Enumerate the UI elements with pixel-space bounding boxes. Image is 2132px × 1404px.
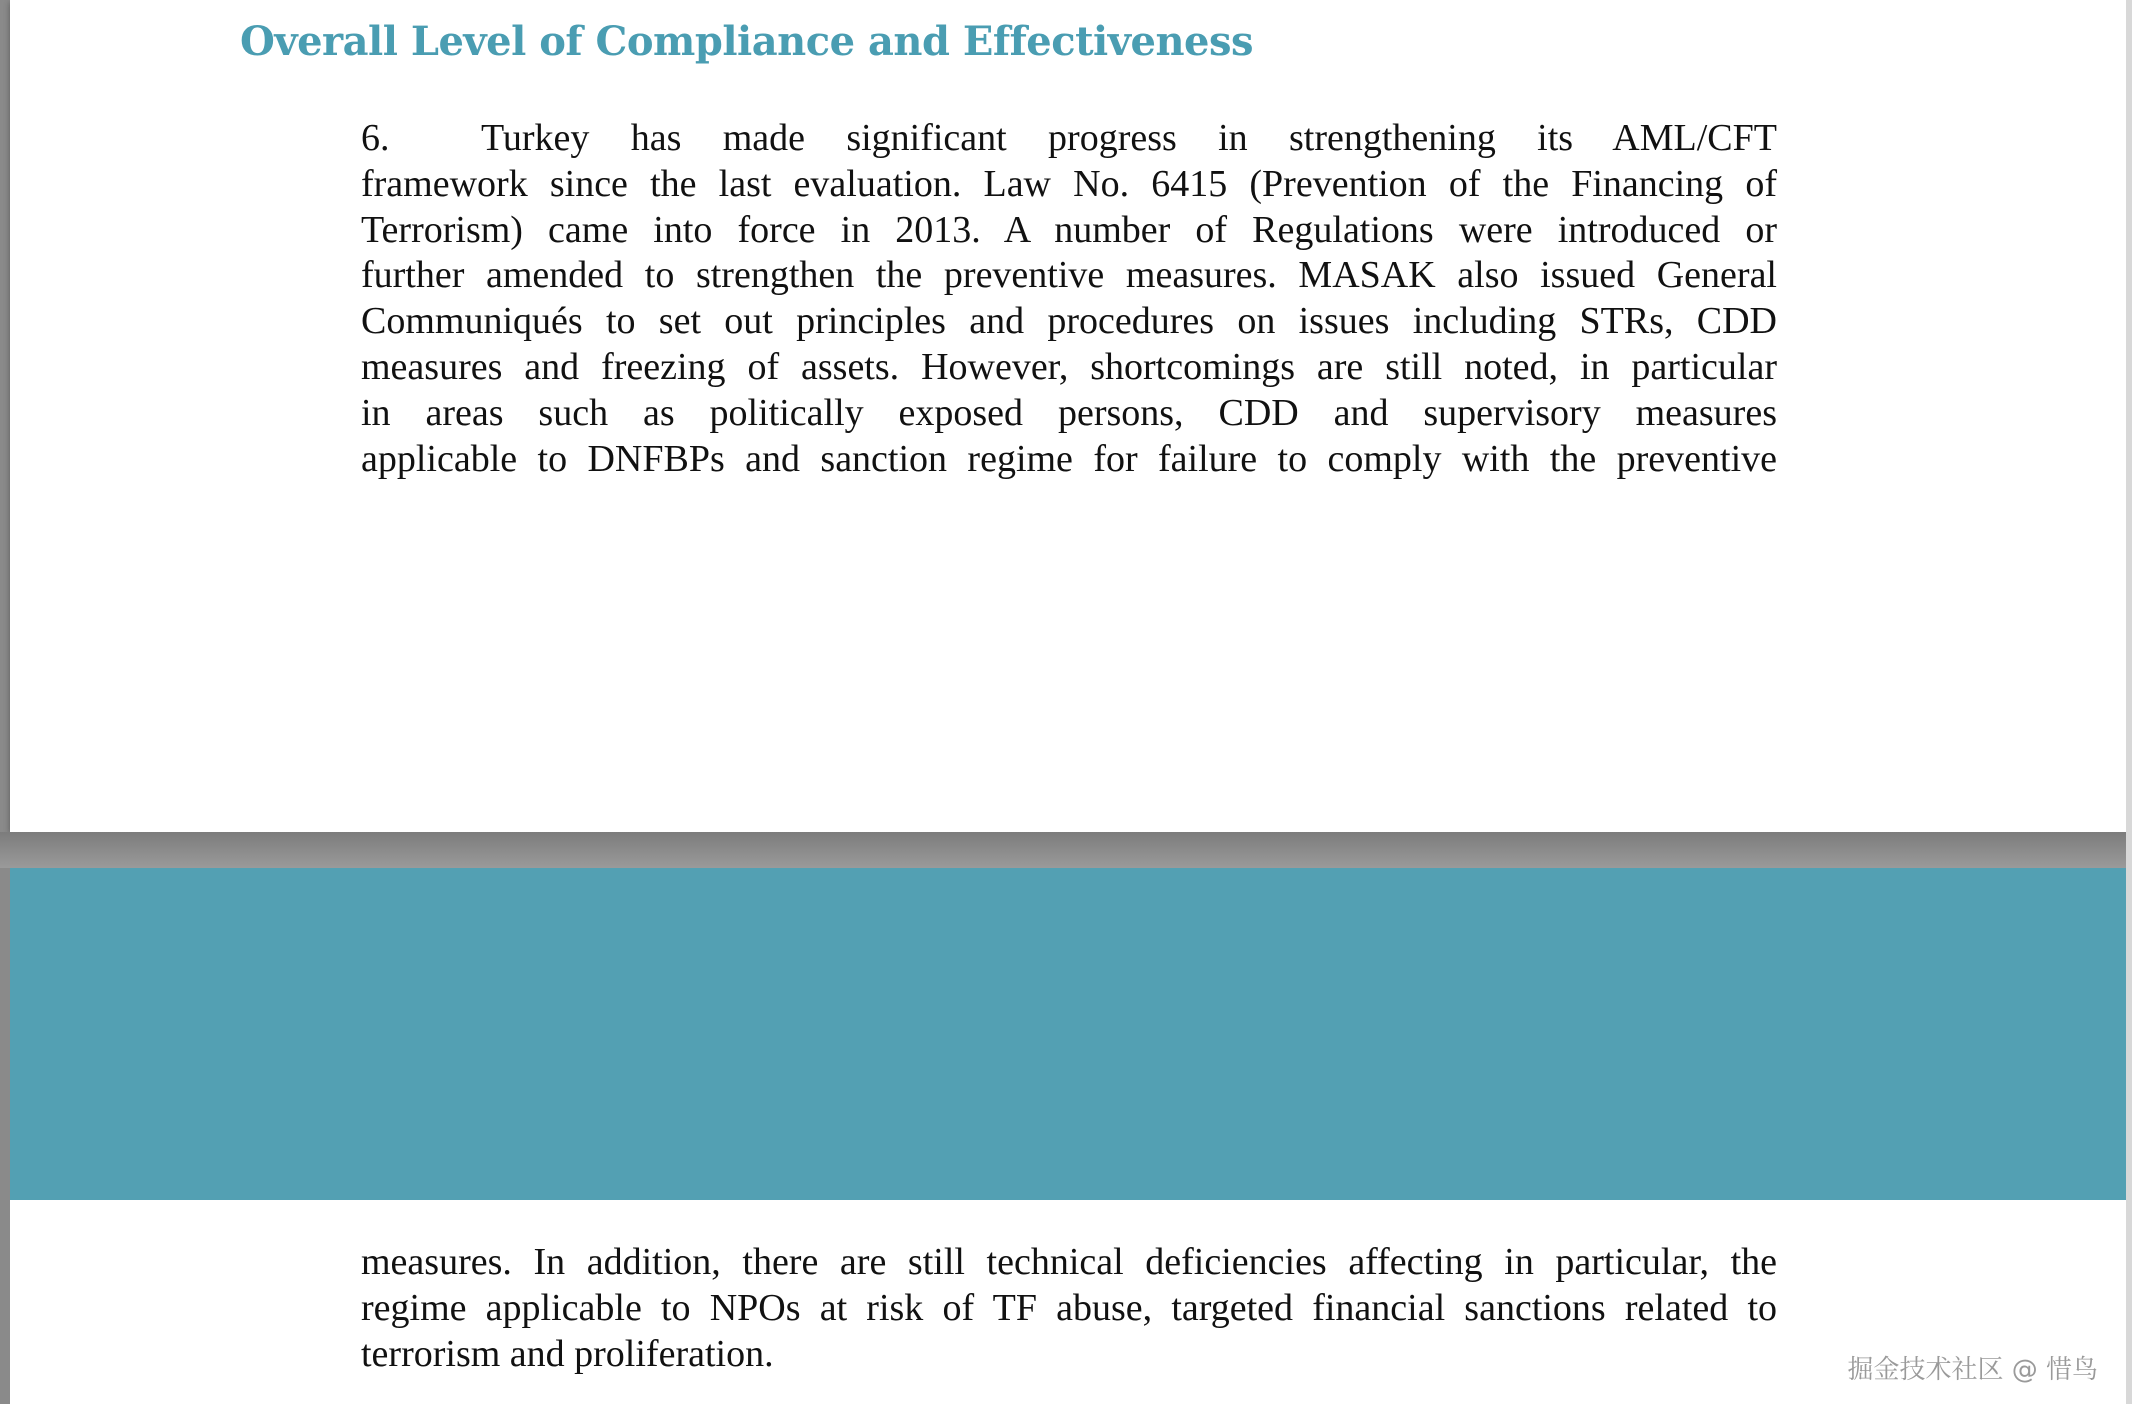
paragraph-line: measures and freezing of assets. However, shortcomings are still noted, in particular bbox=[361, 345, 1777, 388]
paragraph-line: terrorism and proliferation. bbox=[361, 1332, 774, 1375]
document-page-bottom bbox=[10, 868, 2126, 1404]
window-right-edge bbox=[2126, 0, 2132, 1404]
watermark-text: 掘金技术社区 @ 惜鸟 bbox=[1847, 1355, 2098, 1385]
paragraph-number: 6. bbox=[361, 117, 390, 159]
paragraph-line: Terrorism) came into force in 2013. A number of Regulations were introduced or bbox=[361, 208, 1777, 251]
paragraph-line: applicable to DNFBPs and sanction regime for failure to comply with the preventive bbox=[361, 437, 1777, 480]
section-heading: Overall Level of Compliance and Effectiveness bbox=[240, 18, 1254, 65]
paragraph-6-part-1 bbox=[361, 116, 1777, 482]
header-color-band bbox=[10, 868, 2126, 1200]
paragraph-line: regime applicable to NPOs at risk of TF abuse, targeted financial sanctions related to bbox=[361, 1286, 1777, 1329]
paragraph-line: framework since the last evaluation. Law No. 6415 (Prevention of the Financing of bbox=[361, 162, 1777, 205]
paragraph-line: in areas such as politically exposed persons, CDD and supervisory measures bbox=[361, 391, 1777, 434]
paragraph-first-line: Turkey has made significant progress in strengthening its AML/CFT bbox=[481, 117, 1777, 159]
paragraph-line: measures. In addition, there are still technical deficiencies affecting in particular, the bbox=[361, 1241, 1777, 1283]
document-page-top bbox=[10, 0, 2126, 832]
paragraph-line: further amended to strengthen the preventive measures. MASAK also issued General bbox=[361, 254, 1777, 297]
page-separator bbox=[0, 832, 2132, 868]
paragraph-line bbox=[361, 116, 1777, 162]
paragraph-6-part-2 bbox=[361, 1240, 1777, 1377]
paragraph-line: Communiqués to set out principles and procedures on issues including STRs, CDD bbox=[361, 300, 1777, 343]
